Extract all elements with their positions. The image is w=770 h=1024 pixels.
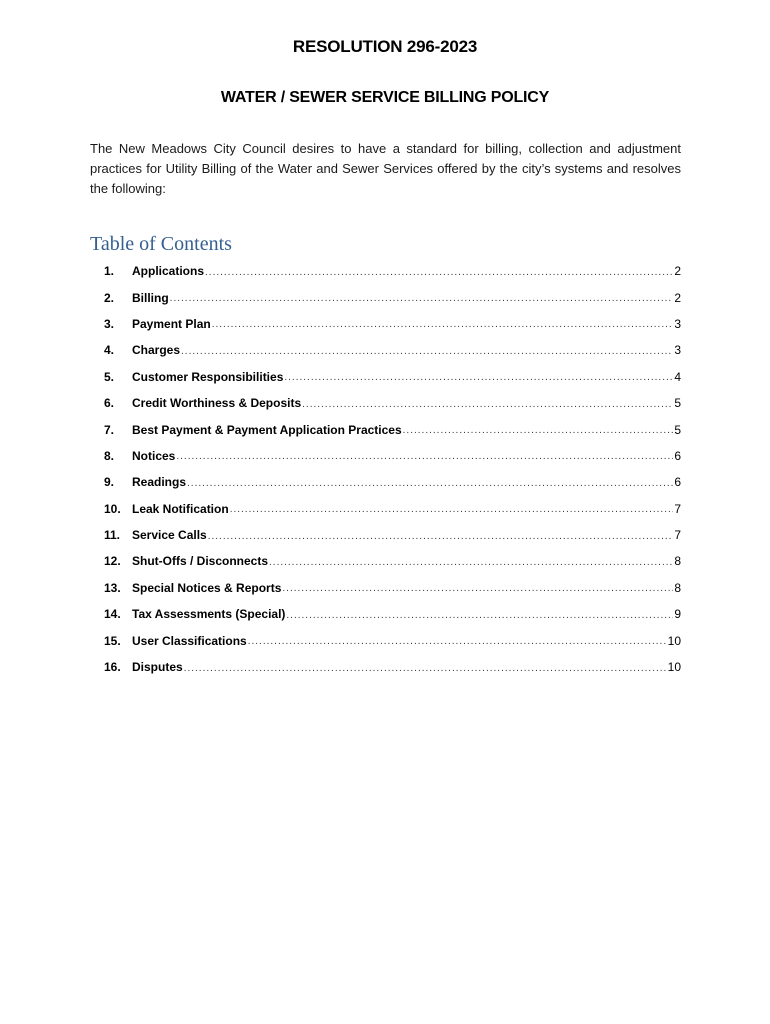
toc-entry-page: 8 [674, 554, 681, 569]
toc-entry-page: 2 [674, 264, 681, 279]
toc-dot-leader [403, 425, 674, 436]
toc-entry-page: 7 [674, 528, 681, 543]
toc-dot-leader [284, 372, 673, 383]
toc-entry-number: 8. [104, 448, 115, 463]
toc-entry-page: 6 [674, 448, 681, 463]
toc-entry-tax-assessments[interactable] [104, 601, 681, 627]
toc-entry-page: 3 [674, 316, 681, 331]
toc-entry-page: 10 [667, 633, 681, 648]
toc-entry-number: 11. [104, 528, 121, 543]
toc-entry-disputes[interactable] [104, 654, 681, 680]
toc-dot-leader [181, 346, 673, 357]
toc-entry-credit-worthiness[interactable] [104, 390, 681, 416]
toc-entry-number: 13. [104, 580, 121, 595]
toc-entry-page: 2 [674, 290, 681, 305]
toc-entry-number: 4. [104, 343, 115, 358]
toc-entry-page: 6 [674, 475, 681, 490]
toc-entry-readings[interactable] [104, 469, 681, 495]
toc-entry-page: 7 [674, 501, 681, 516]
toc-entry-title: Shut-Offs / Disconnects [132, 554, 269, 569]
toc-entry-number: 12. [104, 554, 121, 569]
toc-entry-page: 9 [674, 607, 681, 622]
toc-entry-title: Best Payment & Payment Application Practices [132, 422, 402, 437]
toc-entry-number: 5. [104, 369, 115, 384]
toc-entry-number: 9. [104, 475, 115, 490]
toc-dot-leader [230, 504, 674, 515]
toc-heading: Table of Contents [90, 233, 232, 255]
toc-dot-leader [205, 267, 673, 278]
toc-dot-leader [282, 583, 673, 594]
toc-dot-leader [187, 478, 673, 489]
toc-entry-page: 4 [674, 369, 681, 384]
toc-entry-page: 5 [674, 422, 681, 437]
toc-entry-title: Special Notices & Reports [132, 580, 282, 595]
toc-entry-number: 16. [104, 660, 121, 675]
toc-entry-title: Service Calls [132, 528, 207, 543]
toc-entry-service-calls[interactable] [104, 522, 681, 548]
toc-entry-title: Disputes [132, 660, 183, 675]
toc-entry-title: Leak Notification [132, 501, 229, 516]
toc-entry-user-classifications[interactable] [104, 627, 681, 653]
toc-entry-title: Charges [132, 343, 181, 358]
toc-entry-page: 10 [667, 660, 681, 675]
toc-dot-leader [269, 557, 673, 568]
toc-entry-title: Readings [132, 475, 187, 490]
toc-entry-title: Credit Worthiness & Deposits [132, 396, 302, 411]
toc-dot-leader [302, 399, 673, 410]
toc-dot-leader [286, 610, 673, 621]
toc-entry-number: 3. [104, 316, 115, 331]
toc-entry-page: 8 [674, 580, 681, 595]
toc-entry-special-notices[interactable] [104, 575, 681, 601]
toc-entry-number: 14. [104, 607, 121, 622]
toc-entry-number: 7. [104, 422, 115, 437]
toc-entry-title: Notices [132, 448, 176, 463]
toc-entry-applications[interactable] [104, 258, 681, 284]
table-of-contents [104, 258, 681, 680]
toc-entry-customer-responsibilities[interactable] [104, 364, 681, 390]
toc-entry-number: 15. [104, 633, 121, 648]
toc-entry-number: 10. [104, 501, 121, 516]
toc-dot-leader [208, 531, 674, 542]
toc-entry-notices[interactable] [104, 443, 681, 469]
toc-entry-number: 1. [104, 264, 115, 279]
toc-entry-title: Customer Responsibilities [132, 369, 284, 384]
toc-entry-best-payment[interactable] [104, 416, 681, 442]
toc-entry-title: Billing [132, 290, 169, 305]
toc-entry-title: Payment Plan [132, 316, 211, 331]
toc-entry-charges[interactable] [104, 337, 681, 363]
toc-dot-leader [212, 319, 674, 330]
toc-entry-page: 3 [674, 343, 681, 358]
toc-entry-number: 2. [104, 290, 115, 305]
toc-entry-number: 6. [104, 396, 115, 411]
toc-entry-title: Applications [132, 264, 205, 279]
toc-entry-billing[interactable] [104, 284, 681, 310]
resolution-title: RESOLUTION 296-2023 [292, 37, 478, 56]
toc-entry-leak-notification[interactable] [104, 496, 681, 522]
toc-entry-title: User Classifications [132, 633, 247, 648]
toc-entry-title: Tax Assessments (Special) [132, 607, 286, 622]
intro-paragraph: The New Meadows City Council desires to have a standard for billing, collection and adjustment practices for Utility Billing of the Water and Sewer Services offered by the city’s systems and resolves the following: [90, 141, 681, 196]
toc-dot-leader [176, 451, 673, 462]
toc-dot-leader [248, 636, 667, 647]
policy-title: WATER / SEWER SERVICE BILLING POLICY [220, 89, 550, 106]
toc-entry-page: 5 [674, 396, 681, 411]
toc-dot-leader [170, 293, 674, 304]
toc-entry-shut-offs[interactable] [104, 548, 681, 574]
toc-entry-payment-plan[interactable] [104, 311, 681, 337]
toc-dot-leader [184, 663, 667, 674]
